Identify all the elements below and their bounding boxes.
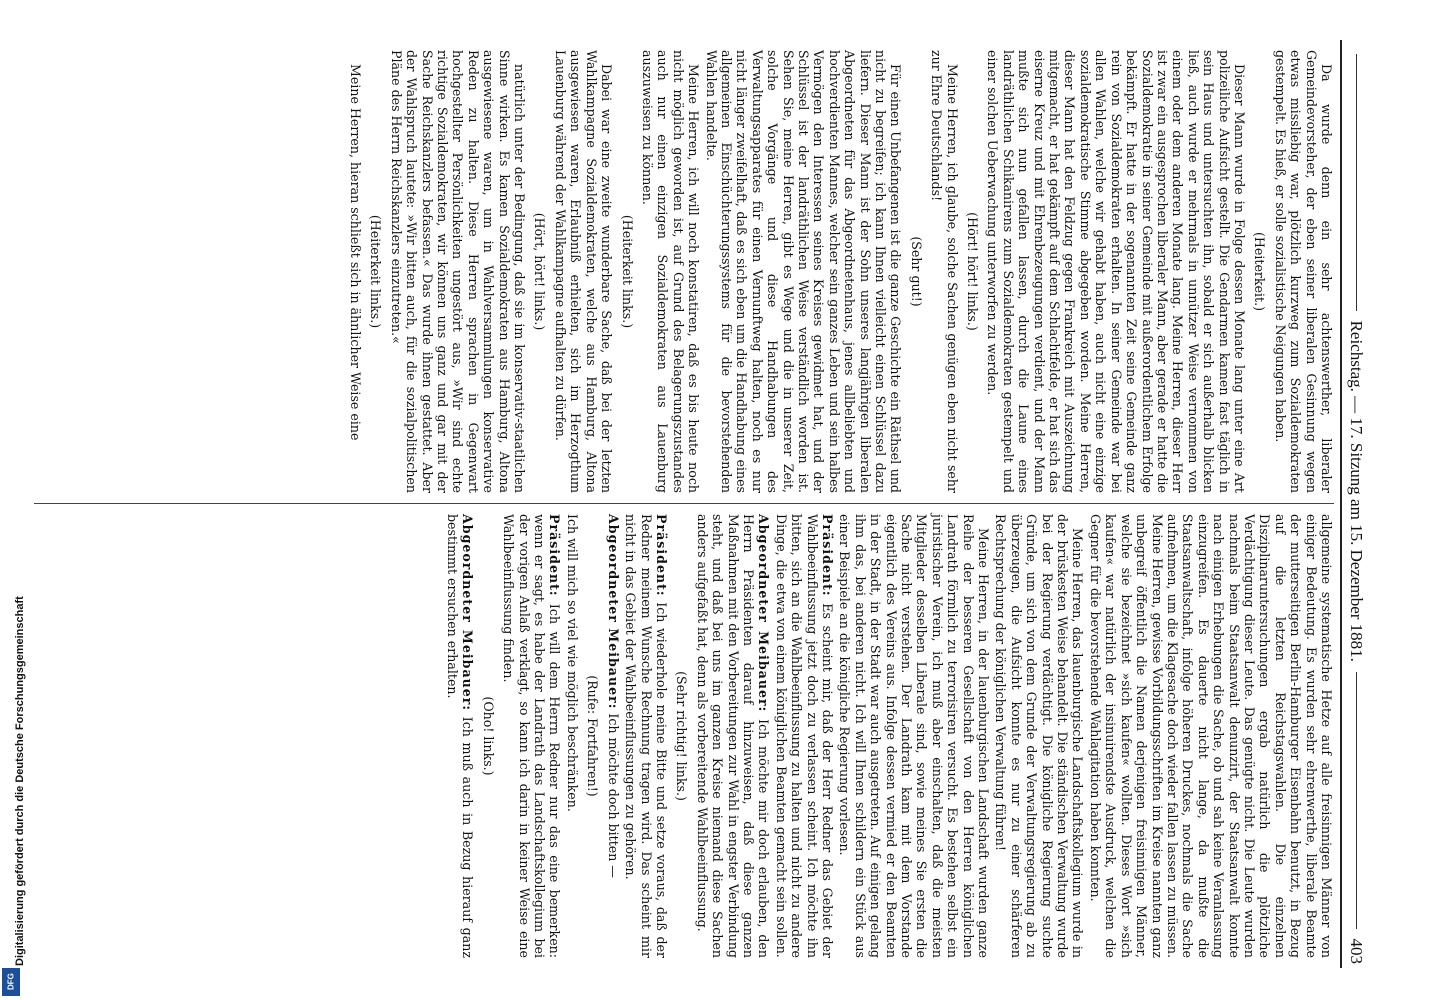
paragraph: Für einen Unbefangenen ist die ganze Geschichte ein Räthsel und nicht zu begreifen; ich kann Ihnen vielleicht einen Schlüssel dazu liefern. Dieser Mann ist der Sohn unseres langjährigen liberalen Abgeordneten für das Abgeordnetenhaus, jenes allbeliebten und hochverdienten Mannes, welcher sein ganzes Leben und sein halbes Vermögen den Interessen seines Kreises gewidmet hat, und der Schlüssel ist der landräthlichen Weise verständlich worden ist. Sehen Sie, meine Herren, gibt es Wege und die in unserer Zeit, solche Vorgänge und diese Handhabungen des Verwaltungsapparates für einen Vernunftweg halten, noch es nur nicht länger zweifelhaft, daß es sich eben um die Handhabung eines allgemeinen Einschüchterungssystems für die bevorstehenden Wahlen handelte. <box>703 50 904 493</box>
interjection: (Rufe: Fortfahren!) <box>585 675 601 797</box>
interjection: (Hört! hört! links.) <box>965 212 981 331</box>
paragraph: Ich will mich so viel wie möglich beschränken. <box>564 514 580 812</box>
text-columns <box>34 40 1334 968</box>
interjection: (Sehr gut!) <box>908 236 924 307</box>
header-rule-right <box>1356 672 1357 929</box>
paragraph: Da wurde denn ein sehr achtenswerther, liberaler Gemeindevorsteher, der eben seiner liberalen Gesinnung wegen etwas missliebig war, plötzlich kurzweg zum Sozialdemokraten gestempelt. Es hieß, er solle sozialistische Neigungen haben. <box>1272 50 1334 493</box>
page-number: 403 <box>1347 938 1366 965</box>
interjection: (Oho! links.) <box>480 696 496 776</box>
paragraph: Präsident: Ich will dem Herrn Redner nur das eine bemerken: wenn er sagt, es habe der Landrath das Landschaftskollegium bei der vorigen Anlaß verklagt, so kann ich darin in keiner Weise eine Wahlbeeinflussung finden. <box>501 514 563 958</box>
interjection: (Sehr richtig! links.) <box>674 671 690 801</box>
page-header <box>1342 40 1366 968</box>
paragraph: Meine Herren, ich will noch konstatiren, daß es bis heute noch nicht möglich geworden ist, auf Grund des Belagerungszustandes auch nur einen einzigen Sozialdemokraten aus Lauenburg auszuweisen zu können. <box>639 50 702 493</box>
speaker-label: Präsident: <box>653 514 669 597</box>
paragraph: Meine Herren, ich glaube, solche Sachen genügen eben nicht sehr zur Ehre Deutschlands! <box>929 50 960 493</box>
speaker-label: Abgeordneter Meibauer: <box>460 514 476 712</box>
speaker-label: Abgeordneter Meibauer: <box>756 514 772 713</box>
right-column <box>34 504 1334 968</box>
credit-text: Digitalisierung gefördert durch die Deutsche Forschungsgemeinschaft <box>14 596 26 966</box>
paragraph: Dabei war eine zweite wunderbare Sache, daß bei der letzten Wahlkampagne Sozialdemokraten, welche aus Hamburg, Altona ausgewiesen waren, Erlaubniß erhielten, sich im Herzogthum Lauenburg während der Wahlkampagne aufhalten zu dürfen. <box>552 50 615 493</box>
paragraph: allgemeine systematische Hetze auf alle freisinnigen Männer von einiger Bedeutung. Es wurden sehr ehrenwerthe, liberale Beamte der mutterseitigen Berlin-Hamburger Eisenbahn benutzt, in Bezug auf die letzten Reichstagswahlen. Die einzelnen Disziplinaruntersuchungen ergab natürlich die plötzliche Verdächtigung dieser Leute. Das genügte nicht. Die Leute wurden nachmals beim Staatsanwalt denunzirt, der Staatsanwalt konnte nach einigen Erhebungen die Sache, ob und sah keine Veranlassung einzugreifen. Es dauerte nicht lange, da mußte die Staatsanwaltschaft, infolge höheren Druckes, nochmals die Sache aufnehmen, um die Klagesache doch wieder fallen lassen zu müssen. Meine Herren, gewisse Vorbildungsschriften im Kreise nannten ganz unbegreif öffentlich die Namen derjenigen freisinnigen Männer, welche sie bezeichnet »sich kaufen« wollten. Dieses Wort »sich kaufen« war natürlich der insinuirendste Ausdruck, welchen die Gegner für die bevorstehende Wahlagitation haben konnten. <box>1087 514 1334 958</box>
speaker-label: Präsident: <box>547 514 563 597</box>
paragraph: Abgeordneter Meibauer: Ich möchte mir doch erlauben, den Herrn Präsidenten darauf hinzuweisen, daß diese ganzen Maßnahmen mit den Vorbereitungen zur Wahl in engster Verbindung steht, und daß bei uns im ganzen Kreise niemand diese Sachen anders aufgefaßt hat, denn als vorbereitende Wahlbeeinflussung. <box>694 514 772 958</box>
header-rule-left <box>1356 54 1357 311</box>
dfg-logo: DFG <box>2 968 20 996</box>
digitization-credit <box>0 596 26 966</box>
paragraph: Dieser Mann wurde in Folge dessen Monate lang unter eine Art polizeiliche Aufsicht gestellt. Die Gendarmen kamen fast täglich in sein Haus und untersuchten ihn, sobald er sich außerhalb blicken ließ, auch wurde er mehrmals in unnützer Weise vernommen von einem oder dem anderen Monate lang. Meine Herren, dieser Herr ist zwar ein ausgesprochen liberaler Mann, aber gerade er hatte die Sozialdemokratie in seiner Gemeinde mit außerordentlichem Erfolge bekämpft. Er hatte in der sogenannten Zeit seine Gemeinde ganz rein von Sozialdemokraten erhalten. In seiner Gemeinde war bei allen Wahlen, welche wir gehabt haben, auch nicht eine einzige sozialdemokratische Stimme abgegeben worden. Meine Herren, dieser Mann hat den Feldzug gegen Frankreich mit Auszeichnung mitgemacht, er hat gekämpft auf dem Schlachtfelde, er hat sich das eiserne Kreuz und mit Ehrenbezeugungen verdient, und der Mann mußte sich nun gefallen lassen, durch die Laune eines landräthlichen Schikanirens zum Sozialdemokraten gestempelt und einer solchen Ueberwachung unterworfen zu werden. <box>985 50 1247 493</box>
interjection: (Heiterkeit.) <box>1252 232 1268 311</box>
paragraph: Meine Herren, in der lauenburgischen Landschaft wurden ganze Reihe der besseren Gesellschaft von den Herren königlichen Landrath förmlich zu terrorisiren versucht. Es bestehen selbst ein juristischer Verein, ich muß aber einschalten, daß die meisten Mitglieder desselben Liberale sind, sowie meines Sie ersten die Sache nicht verstehen. Der Landrath kam mit dem Vorstande eigentlich des Vereins aus. Infolge dessen vermied er den Beamten in der Stadt, in der Stadt war auch ausgetreten. Auf einigen gelang ihm das, bei anderen nicht. Ich will Ihnen schildern ein Stück aus einer Beispiele an die königliche Regierung vorlesen. <box>837 514 992 958</box>
speaker-label: Präsident: <box>820 514 835 597</box>
paragraph: Meine Herren, hieran schließt sich in ähnlicher Weise eine <box>348 64 364 441</box>
paragraph: Abgeordneter Meibauer: Ich muß auch in Bezug hierauf ganz bestimmt ersuchen erhalten. <box>445 514 476 958</box>
left-column <box>34 40 1334 504</box>
speaker-label: Abgeordneter Meibauer: <box>605 514 621 710</box>
paragraph: Meine Herren, das lauenburgische Landschaftskollegium wurde in der brüskesten Weise behandelt. Die ständischen Verwaltung wurde bei der Regierung verdächtigt. Die königliche Regierung suchte Gründe, um sich von dem Grunde der Verwaltungsregierung ab zu überzeugen, die Aufsicht konnte es nur zu einer schärferen Rechtsprechung der königlichen Verwaltung führen! <box>993 514 1086 958</box>
header-title: Reichstag. — 17. Sitzung am 15. Dezember 1881. <box>1347 320 1366 662</box>
interjection: (Heiterkeit links.) <box>619 214 635 329</box>
paragraph: Präsident: Ich wiederhole meine Bitte und setze voraus, daß der Redner meinem Wunsche Rechnung tragen wird. Das scheint mir nicht in das Gebiet der Wahlbeeinflussungen zu gehören. <box>623 514 669 958</box>
interjection: (Heiterkeit links.) <box>368 214 384 329</box>
paragraph: Präsident: Es scheint mir, daß der Herr Redner das Gebiet der Wahlbeeinflussung jetzt doch zu verlassen scheint. Ich möchte ihn bitten, sich an die Wahlbeeinflussung zu halten und nicht zu andere Dinge, die etwa von einem königlichen Beamten gemacht sein sollen. <box>773 514 835 958</box>
interjection: (Hört, hört! links.) <box>532 212 548 331</box>
paragraph: Abgeordneter Meibauer: Ich möchte doch bitten — <box>605 514 621 878</box>
paragraph: natürlich unter der Bedingung, daß sie im konservativ-staatlichen Sinne wirken. Es kamen Sozialdemokraten aus Hamburg, Altona ausgewiesene waren, um in Wahlversammlungen konservative Reden zu halten. Diese Herren sprachen in Gegenwart hochgestellter Persönlichkeiten ungestört aus, »Wir sind echte richtige Sozialdemokraten, wir können uns ganz und gar mit der Sache Reichskanzlers befassen.« Das wurde ihnen gestattet. Aber der Wahlspruch lautete: »Wir bitten auch, für die sozialpolitischen Pläne des Herrn Reichskanzlers einzutreten.« <box>388 50 528 493</box>
header-divider <box>1340 40 1342 968</box>
